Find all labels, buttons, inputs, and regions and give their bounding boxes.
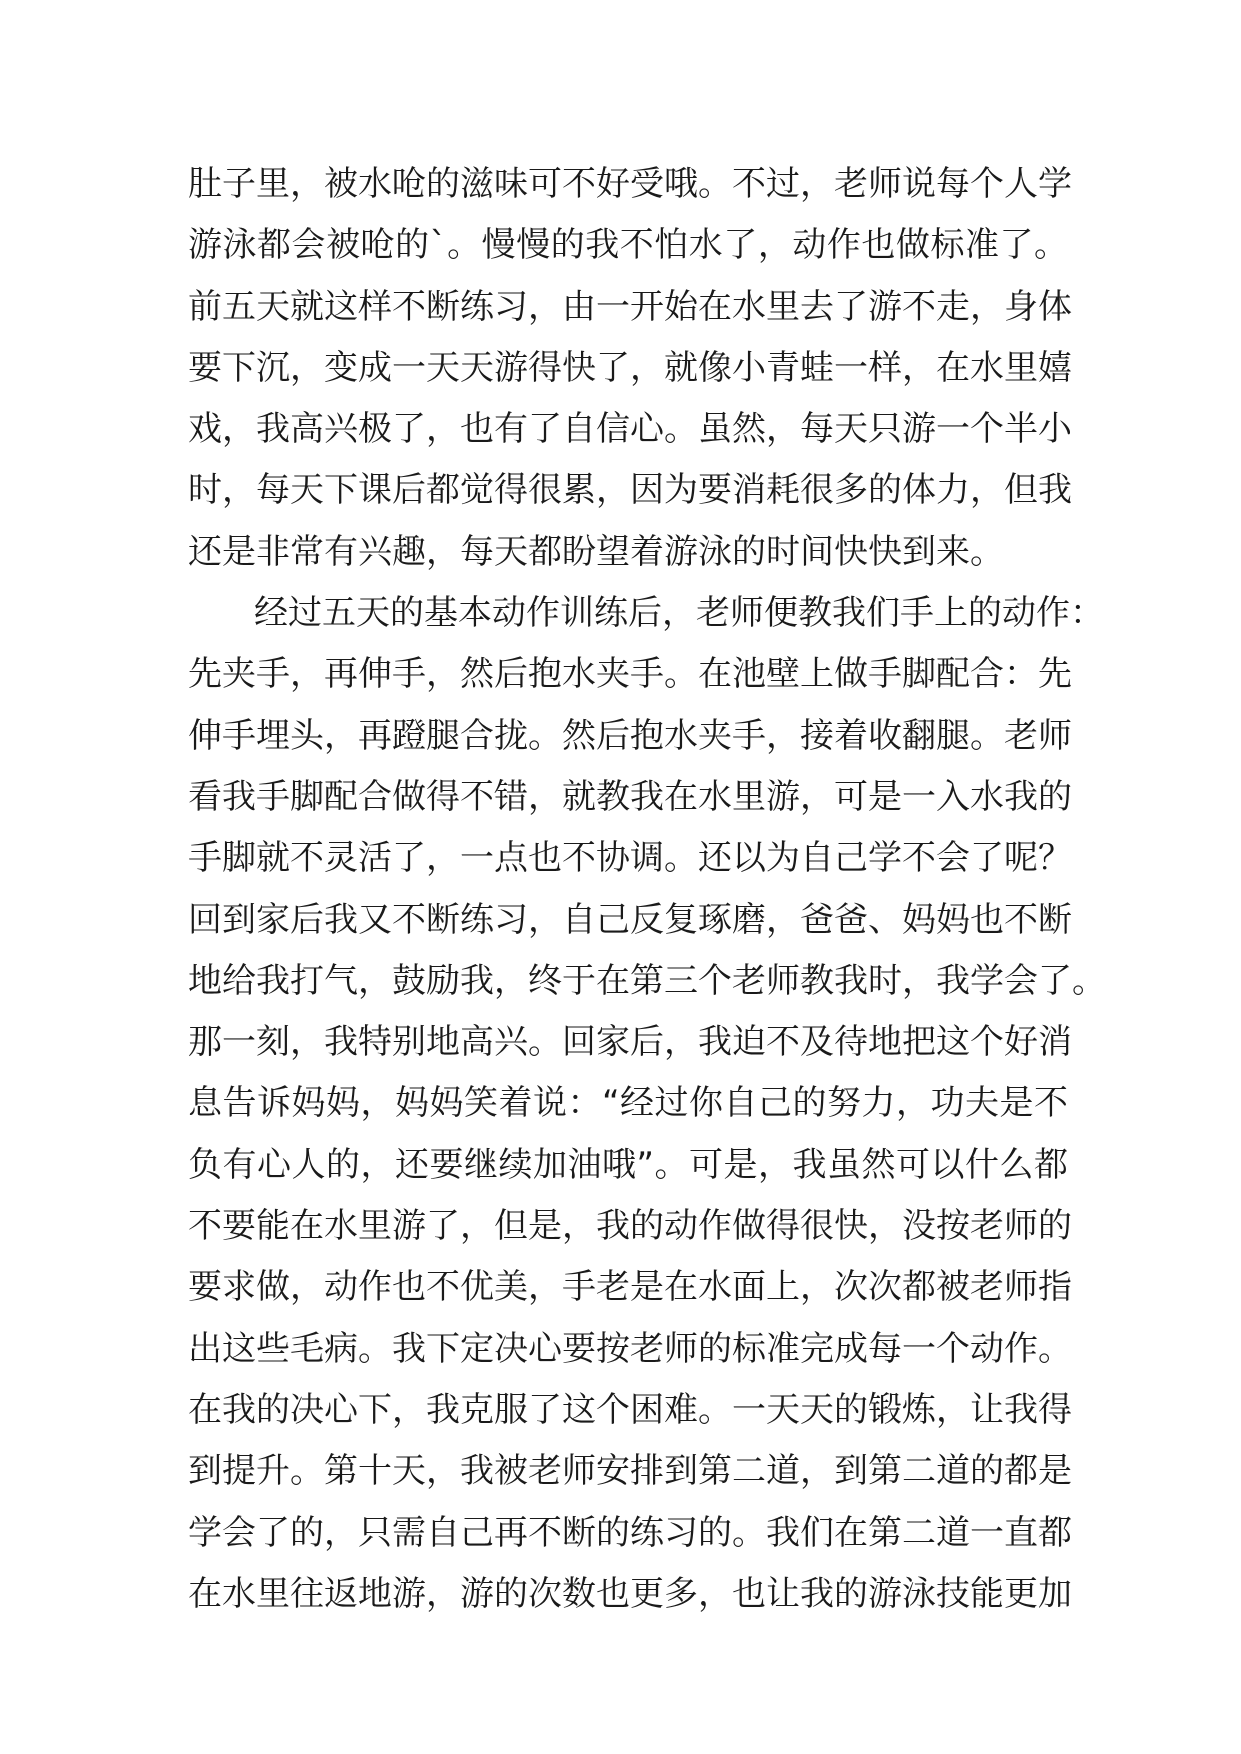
text-line: 看我手脚配合做得不错，就教我在水里游，可是一入水我的: [188, 776, 1072, 817]
text-line: 负有心人的，还要继续加油哦”。可是，我虽然可以什么都: [188, 1144, 1068, 1185]
text-line: 出这些毛病。我下定决心要按老师的标准完成每一个动作。: [188, 1328, 1072, 1369]
text-line: 手脚就不灵活了，一点也不协调。还以为自己学不会了呢？: [188, 838, 1072, 879]
text-line: 那一刻，我特别地高兴。回家后，我迫不及待地把这个好消: [188, 1022, 1072, 1063]
body-text: [188, 154, 1106, 1625]
text-line: 要求做，动作也不优美，手老是在水面上，次次都被老师指: [188, 1267, 1072, 1308]
text-line: 学会了的，只需自己再不断的练习的。我们在第二道一直都: [188, 1512, 1072, 1553]
text-line: 前五天就这样不断练习，由一开始在水里去了游不走，身体: [188, 286, 1072, 327]
text-line: 时，每天下课后都觉得很累，因为要消耗很多的体力，但我: [188, 470, 1072, 511]
text-line: 先夹手，再伸手，然后抱水夹手。在池壁上做手脚配合：先: [188, 654, 1072, 695]
paragraph-start-line: 经过五天的基本动作训练后，老师便教我们手上的动作：: [254, 593, 1104, 634]
text-line: 息告诉妈妈，妈妈笑着说：“经过你自己的努力，功夫是不: [188, 1083, 1068, 1124]
text-line: 到提升。第十天，我被老师安排到第二道，到第二道的都是: [188, 1451, 1072, 1492]
text-line: 回到家后我又不断练习，自己反复琢磨，爸爸、妈妈也不断: [188, 899, 1072, 940]
text-line: 游泳都会被呛的`。慢慢的我不怕水了，动作也做标准了。: [188, 225, 1068, 266]
text-line: 伸手埋头，再蹬腿合拢。然后抱水夹手，接着收翻腿。老师: [188, 715, 1072, 756]
text-line: 在水里往返地游，游的次数也更多，也让我的游泳技能更加: [188, 1573, 1072, 1614]
text-line: 在我的决心下，我克服了这个困难。一天天的锻炼，让我得: [188, 1389, 1072, 1430]
text-line: 还是非常有兴趣，每天都盼望着游泳的时间快快到来。: [188, 531, 1004, 572]
text-line: 要下沉，变成一天天游得快了，就像小青蛙一样，在水里嬉: [188, 347, 1072, 388]
text-line: 戏，我高兴极了，也有了自信心。虽然，每天只游一个半小: [188, 409, 1072, 450]
text-line: 肚子里，被水呛的滋味可不好受哦。不过，老师说每个人学: [188, 164, 1072, 204]
text-line: 不要能在水里游了，但是，我的动作做得很快，没按老师的: [188, 1206, 1072, 1247]
text-line: 地给我打气，鼓励我，终于在第三个老师教我时，我学会了。: [188, 960, 1106, 1001]
